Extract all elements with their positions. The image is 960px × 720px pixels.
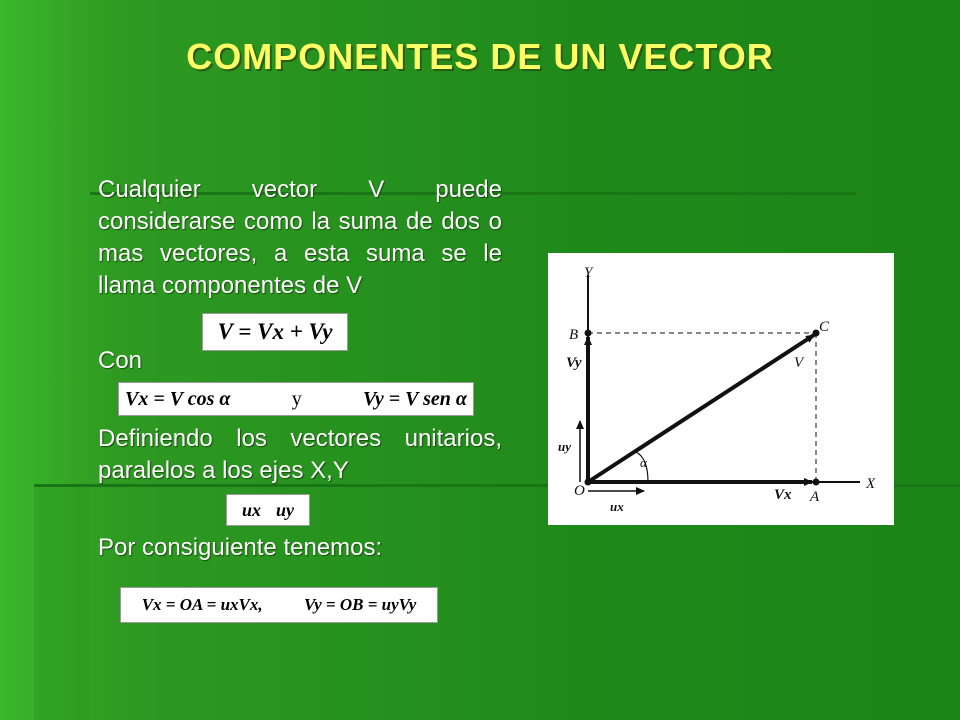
equation-final [120,587,438,623]
label-alpha: α [640,455,647,470]
label-vy: Vy [566,355,582,371]
unit-vector-ux: ux [241,499,261,520]
con-label: Con [98,347,143,374]
label-vx: Vx [774,487,792,503]
label-vector-v: V [794,355,804,371]
equation-vy: Vy = V sen α [363,387,467,410]
equation-sum-text: V = Vx + Vy [217,319,333,344]
label-origin: O [574,483,585,499]
equation-sum [202,313,348,351]
equation-final-x: Vx = OA = uxVx, [141,595,263,614]
equation-components [118,382,474,416]
vector-diagram [548,253,894,525]
point-a-dot [813,479,820,486]
origin-dot [585,479,592,486]
label-x-axis: X [866,476,876,492]
paragraph-definition: Cualquier vector V puede considerarse como la suma de dos o mas vectores, a esta suma se le llama componentes de V [98,176,502,299]
label-point-c: C [819,319,830,335]
equation-vx: Vx = V cos α [125,387,231,410]
equation-unit-vectors [226,494,310,526]
vector-v-arrow [588,335,814,482]
label-point-b: B [569,327,579,343]
slide-title: COMPONENTES DE UN VECTOR [186,36,774,77]
decor-panel-left [34,487,90,720]
equation-final-y: Vy = OB = uyVy [304,595,417,614]
label-uy: uy [558,439,571,454]
label-ux: ux [610,499,624,514]
paragraph-unit-vectors: Definiendo los vectores unitarios, paralelos a los ejes X,Y [98,425,502,484]
label-y-axis: Y [584,265,593,281]
paragraph-conclusion: Por consiguiente tenemos: [98,534,383,561]
unit-vector-uy: uy [275,499,294,520]
label-point-a: A [810,489,820,505]
point-b-dot [585,330,592,337]
vector-diagram-svg [548,253,894,525]
equation-y-connector: y [291,387,302,410]
